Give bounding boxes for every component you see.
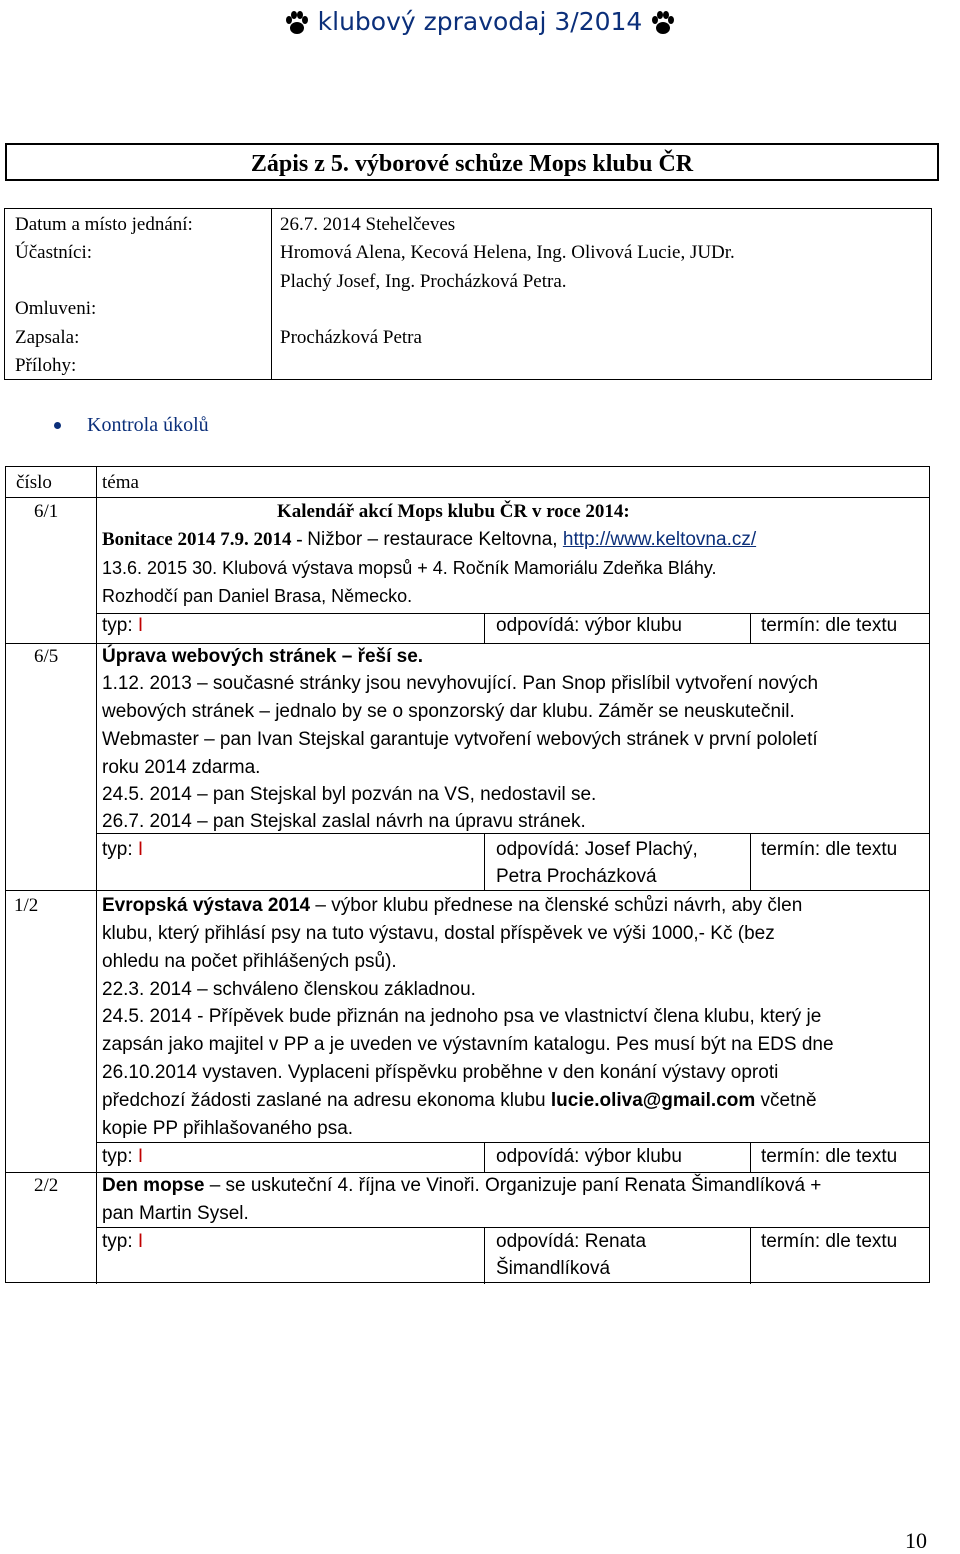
responsible-cell: odpovídá: Renata	[496, 1231, 647, 1252]
date-value: 26.7. 2014 Stehelčeves	[280, 214, 456, 235]
row-number: 6/1	[34, 501, 59, 522]
row-text: roku 2014 zdarma.	[102, 757, 261, 778]
cell-divider	[484, 613, 485, 643]
participants-label: Účastníci:	[15, 242, 93, 263]
cell-divider	[96, 1142, 929, 1143]
row-text: 1.12. 2013 – současné stránky jsou nevyhovující. Pan Snop přislíbil vytvoření nových	[102, 673, 819, 694]
column-header-topic: téma	[102, 472, 139, 493]
deadline-cell: termín: dle textu	[761, 839, 898, 860]
newsletter-title: klubový zpravodaj 3/2014	[317, 7, 643, 36]
tasks-table	[5, 466, 930, 1283]
row-text: klubu, který přihlásí psy na tuto výstavu, dostal příspěvek ve výši 1000,- Kč (bez	[102, 923, 775, 944]
cell-divider	[484, 833, 485, 890]
responsible-cell: odpovídá: výbor klubu	[496, 615, 682, 636]
row-heading: Kalendář akcí Mops klubu ČR v roce 2014:	[277, 501, 630, 522]
row-text: pan Martin Sysel.	[102, 1203, 249, 1224]
column-divider	[96, 467, 97, 1284]
row-number: 2/2	[34, 1175, 59, 1196]
type-cell: typ: I	[102, 1231, 144, 1252]
row-text: zapsán jako majitel v PP a je uveden ve výstavním katalogu. Pes musí být na EDS dne	[102, 1034, 834, 1055]
type-cell: typ: I	[102, 615, 144, 636]
cell-divider	[750, 833, 751, 890]
participants-line-1: Hromová Alena, Kecová Helena, Ing. Olivová Lucie, JUDr.	[280, 242, 735, 263]
newsletter-header	[0, 2, 960, 42]
type-cell: typ: I	[102, 839, 144, 860]
row-text: 26.7. 2014 – pan Stejskal zaslal návrh na úpravu stránek.	[102, 811, 586, 832]
row-text: ohledu na počet přihlášených psů).	[102, 951, 397, 972]
date-label: Datum a místo jednání:	[15, 214, 193, 235]
paw-icon	[284, 10, 310, 36]
type-cell: typ: I	[102, 1146, 144, 1167]
cell-divider	[484, 1142, 485, 1172]
cell-divider	[750, 1142, 751, 1172]
column-divider	[271, 209, 272, 379]
responsible-cell: odpovídá: výbor klubu	[496, 1146, 682, 1167]
row-text: Den mopse – se uskuteční 4. října ve Vinoři. Organizuje paní Renata Šimandlíková +	[102, 1175, 822, 1196]
recorder-label: Zapsala:	[15, 327, 80, 348]
email-link[interactable]: lucie.oliva@gmail.com	[550, 1090, 756, 1111]
page-number: 10	[905, 1528, 927, 1553]
row-text: Bonitace 2014 7.9. 2014 - Nižbor – restaurace Keltovna, http://www.keltovna.cz/	[102, 529, 757, 550]
meeting-info-table	[4, 208, 932, 380]
deadline-cell: termín: dle textu	[761, 615, 898, 636]
row-number: 1/2	[14, 895, 39, 916]
keltovna-link[interactable]: http://www.keltovna.cz/	[562, 529, 757, 550]
row-heading: Úprava webových stránek – řeší se.	[102, 646, 424, 667]
cell-divider	[750, 1227, 751, 1284]
row-text: 24.5. 2014 – pan Stejskal byl pozván na VS, nedostavil se.	[102, 784, 597, 805]
row-text: 13.6. 2015 30. Klubová výstava mopsů + 4. Ročník Mamoriálu Zdeňka Bláhy.	[102, 558, 717, 578]
document-title: Zápis z 5. výborové schůze Mops klubu ČR	[5, 143, 939, 181]
row-divider	[6, 890, 929, 891]
row-text: webových stránek – jednalo by se o sponzorský dar klubu. Záměr se neuskutečnil.	[102, 701, 795, 722]
row-divider	[6, 497, 929, 498]
cell-divider	[484, 1227, 485, 1284]
row-text: Rozhodčí pan Daniel Brasa, Německo.	[102, 586, 413, 606]
participants-line-2: Plachý Josef, Ing. Procházková Petra.	[280, 271, 567, 292]
row-text: předchozí žádosti zaslané na adresu ekonoma klubu lucie.oliva@gmail.com včetně	[102, 1090, 817, 1111]
responsible-cell: Petra Procházková	[496, 866, 657, 887]
excused-label: Omluveni:	[15, 298, 97, 319]
bullet-icon	[54, 422, 61, 429]
row-number: 6/5	[34, 646, 59, 667]
cell-divider	[96, 1227, 929, 1228]
deadline-cell: termín: dle textu	[761, 1146, 898, 1167]
column-header-number: číslo	[16, 472, 52, 493]
attachments-label: Přílohy:	[15, 355, 77, 376]
deadline-cell: termín: dle textu	[761, 1231, 898, 1252]
row-text: Evropská výstava 2014 – výbor klubu přednese na členské schůzi návrh, aby člen	[102, 895, 803, 916]
row-text: 26.10.2014 vystaven. Vyplaceni příspěvku proběhne v den konání výstavy oproti	[102, 1062, 779, 1083]
recorder-value: Procházková Petra	[280, 327, 422, 348]
responsible-cell: odpovídá: Josef Plachý,	[496, 839, 698, 860]
row-text: 24.5. 2014 - Přípěvek bude přiznán na jednoho psa ve vlastnictví člena klubu, který je	[102, 1006, 822, 1027]
row-text: Webmaster – pan Ivan Stejskal garantuje vytvoření webových stránek v první pololetí	[102, 729, 818, 750]
section-heading: Kontrola úkolů	[87, 414, 209, 436]
cell-divider	[750, 613, 751, 643]
paw-icon	[650, 10, 676, 36]
responsible-cell: Šimandlíková	[496, 1258, 611, 1279]
row-text: 22.3. 2014 – schváleno členskou základnou.	[102, 979, 476, 1000]
row-text: kopie PP přihlašovaného psa.	[102, 1118, 354, 1139]
